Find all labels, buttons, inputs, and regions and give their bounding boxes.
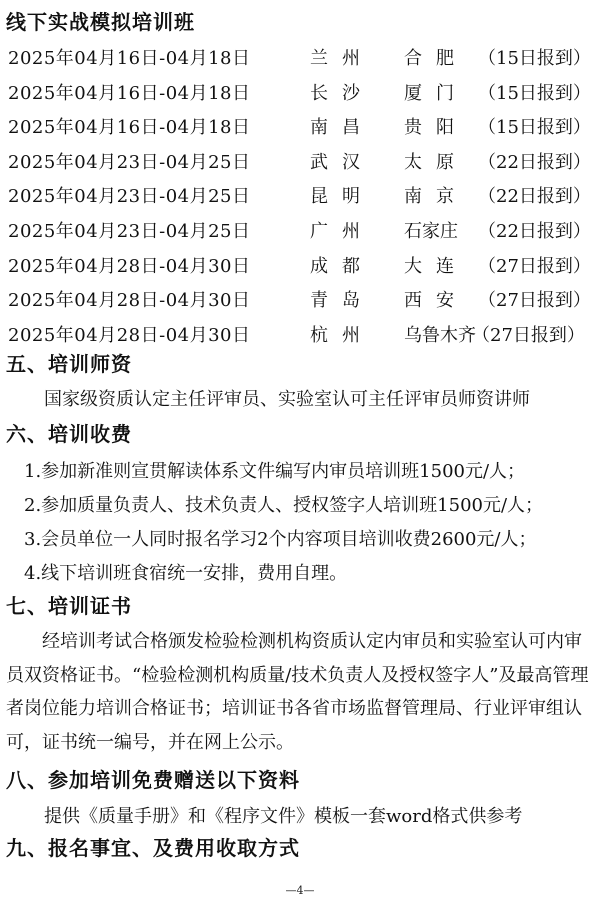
schedule-checkin-note: （22日报到） [478, 186, 591, 208]
schedule-date: 2025年04月28日-04月30日 [8, 290, 251, 312]
section-8-text: 提供《质量手册》和《程序文件》模板一套word格式供参考 [44, 806, 523, 827]
schedule-date: 2025年04月28日-04月30日 [8, 324, 251, 346]
schedule-row [0, 75, 600, 110]
schedule-row [0, 282, 600, 317]
schedule-city-2: 大连 [404, 255, 468, 277]
schedule-city-2: 合肥 [404, 48, 468, 69]
schedule-date: 2025年04月23日-04月25日 [8, 186, 251, 208]
page-number: —4— [285, 884, 315, 897]
schedule-city-1: 长沙 [310, 82, 374, 104]
section-6-title: 六、培训收费 [6, 422, 132, 446]
section-9-title: 九、报名事宜、及费用收取方式 [6, 836, 300, 860]
schedule-city-1: 广州 [310, 220, 374, 242]
schedule-city-2: 乌鲁木齐 [404, 324, 476, 346]
schedule-row [0, 109, 600, 144]
fee-item: 4.线下培训班食宿统一安排，费用自理。 [24, 563, 348, 584]
schedule-checkin-note: （15日报到） [478, 117, 591, 139]
schedule-row [0, 178, 600, 213]
schedule-city-2: 太原 [404, 151, 468, 173]
schedule-date: 2025年04月16日-04月18日 [8, 82, 251, 104]
schedule-city-2: 贵阳 [404, 117, 468, 139]
schedule-row [0, 213, 600, 248]
schedule-row [0, 40, 600, 75]
schedule-date: 2025年04月23日-04月25日 [8, 220, 251, 242]
schedule-city-2: 南京 [404, 186, 468, 208]
schedule-city-2: 石家庄 [404, 220, 458, 242]
schedule-row [0, 144, 600, 179]
section-5-title: 五、培训师资 [6, 352, 132, 376]
schedule-city-1: 兰州 [310, 48, 374, 69]
section-7-paragraph: 经培训考试合格颁发检验检测机构资质认定内审员和实验室认可内审员双资格证书。“检验检测机构质量/技术负责人及授权签字人”及最高管理者岗位能力培训合格证书；培训证书各省市场监督管理局、行业评审组认可，证书统一编号，并在网上公示。 [6, 631, 589, 753]
schedule-date: 2025年04月28日-04月30日 [8, 255, 251, 277]
schedule-list [0, 40, 600, 351]
schedule-row [0, 248, 600, 283]
section-5-text: 国家级资质认定主任评审员、实验室认可主任评审员师资讲师 [44, 389, 530, 410]
schedule-checkin-note: （22日报到） [478, 151, 591, 173]
schedule-checkin-note: （27日报到） [478, 255, 591, 277]
fee-item: 3.会员单位一人同时报名学习2个内容项目培训收费2600元/人； [24, 529, 537, 550]
schedule-city-2: 厦门 [404, 82, 468, 104]
schedule-row [0, 317, 600, 352]
section-8-title: 八、参加培训免费赠送以下资料 [6, 768, 300, 792]
schedule-date: 2025年04月23日-04月25日 [8, 151, 251, 173]
schedule-city-2: 西安 [404, 290, 468, 312]
schedule-date: 2025年04月16日-04月18日 [8, 48, 251, 69]
schedule-checkin-note: （15日报到） [478, 82, 591, 104]
schedule-city-1: 杭州 [310, 324, 374, 346]
fee-item: 1.参加新准则宣贯解读体系文件编写内审员培训班1500元/人； [24, 461, 526, 482]
schedule-city-1: 成都 [310, 255, 374, 277]
schedule-checkin-note: （27日报到） [478, 290, 591, 312]
schedule-city-1: 南昌 [310, 117, 374, 139]
heading-offline-training: 线下实战模拟培训班 [6, 10, 195, 34]
schedule-city-1: 昆明 [310, 186, 374, 208]
schedule-city-1: 青岛 [310, 290, 374, 312]
schedule-checkin-note: （15日报到） [478, 48, 591, 69]
fee-item: 2.参加质量负责人、技术负责人、授权签字人培训班1500元/人； [24, 495, 544, 516]
schedule-checkin-note: （22日报到） [478, 220, 591, 242]
section-7-title: 七、培训证书 [6, 594, 132, 618]
schedule-checkin-note: （27日报到） [472, 324, 585, 346]
schedule-date: 2025年04月16日-04月18日 [8, 117, 251, 139]
schedule-city-1: 武汉 [310, 151, 374, 173]
